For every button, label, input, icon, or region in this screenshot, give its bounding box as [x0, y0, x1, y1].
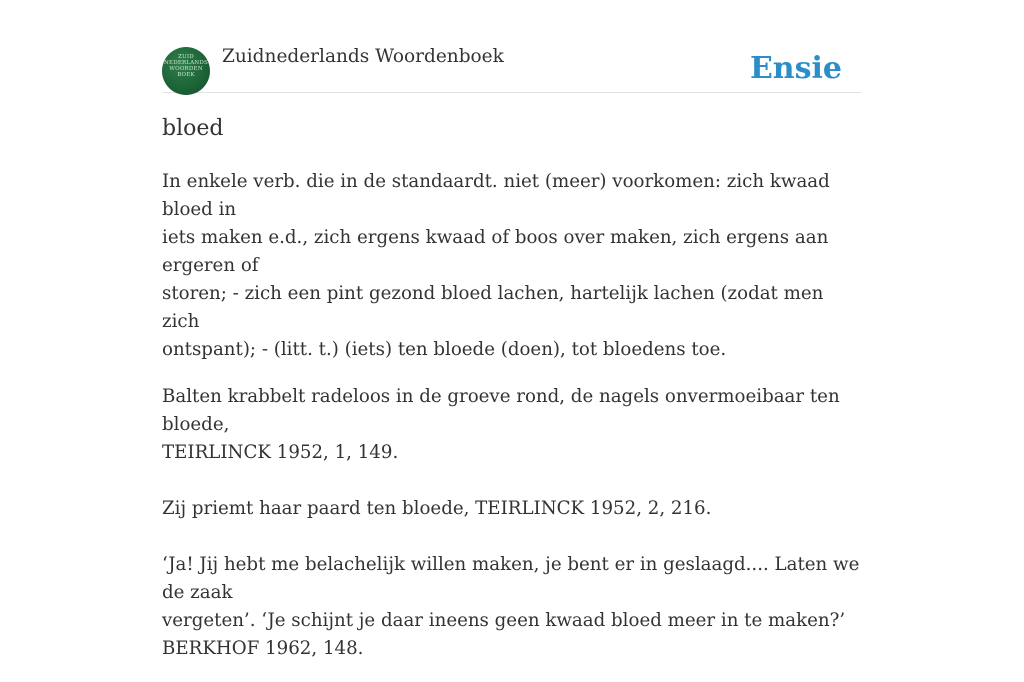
logo-text-line: WOORDEN [169, 66, 203, 72]
definition-line: ontspant); - (litt. t.) (iets) ten bloede (doen), tot bloedens toe. [162, 339, 727, 360]
citation-line: Balten krabbelt radeloos in de groeve rond, de nagels onvermoeibaar ten bloede, [162, 386, 840, 435]
dictionary-title-link[interactable]: Zuidnederlands Woordenboek [222, 46, 504, 67]
definition-paragraph [162, 168, 862, 364]
logo-text-line: NEDERLANDS [163, 60, 208, 66]
definition-line: In enkele verb. die in de standaardt. niet (meer) voorkomen: zich kwaad bloed in [162, 171, 830, 220]
citation-line: ‘Ja! Jij hebt me belachelijk willen maken, je bent er in geslaagd.... Laten we de zaak [162, 554, 860, 603]
logo-text-line: BOEK [177, 72, 195, 78]
definition-line: storen; - zich een pint gezond bloed lachen, hartelijk lachen (zodat men zich [162, 283, 824, 332]
citation-line: vergeten’. ‘Je schijnt je daar ineens geen kwaad bloed meer in te maken?’ [162, 610, 846, 631]
citation-line: Zij priemt haar paard ten bloede, TEIRLINCK 1952, 2, 216. [162, 498, 712, 519]
site-logo[interactable] [162, 47, 210, 95]
citation-line: BERKHOF 1962, 148. [162, 638, 364, 659]
logo-text-line: ZUID [178, 54, 194, 60]
entry-content [162, 168, 862, 682]
ensie-brand-link[interactable]: Ensie [749, 51, 842, 86]
site-header [162, 46, 862, 93]
citation-line: TEIRLINCK 1952, 1, 149. [162, 442, 399, 463]
citation-quote [162, 495, 862, 523]
entry-headword: bloed [162, 116, 224, 141]
citation-quote [162, 551, 862, 663]
definition-line: iets maken e.d., zich ergens kwaad of boos over maken, zich ergens aan ergeren of [162, 227, 829, 276]
citation-quote [162, 383, 862, 467]
